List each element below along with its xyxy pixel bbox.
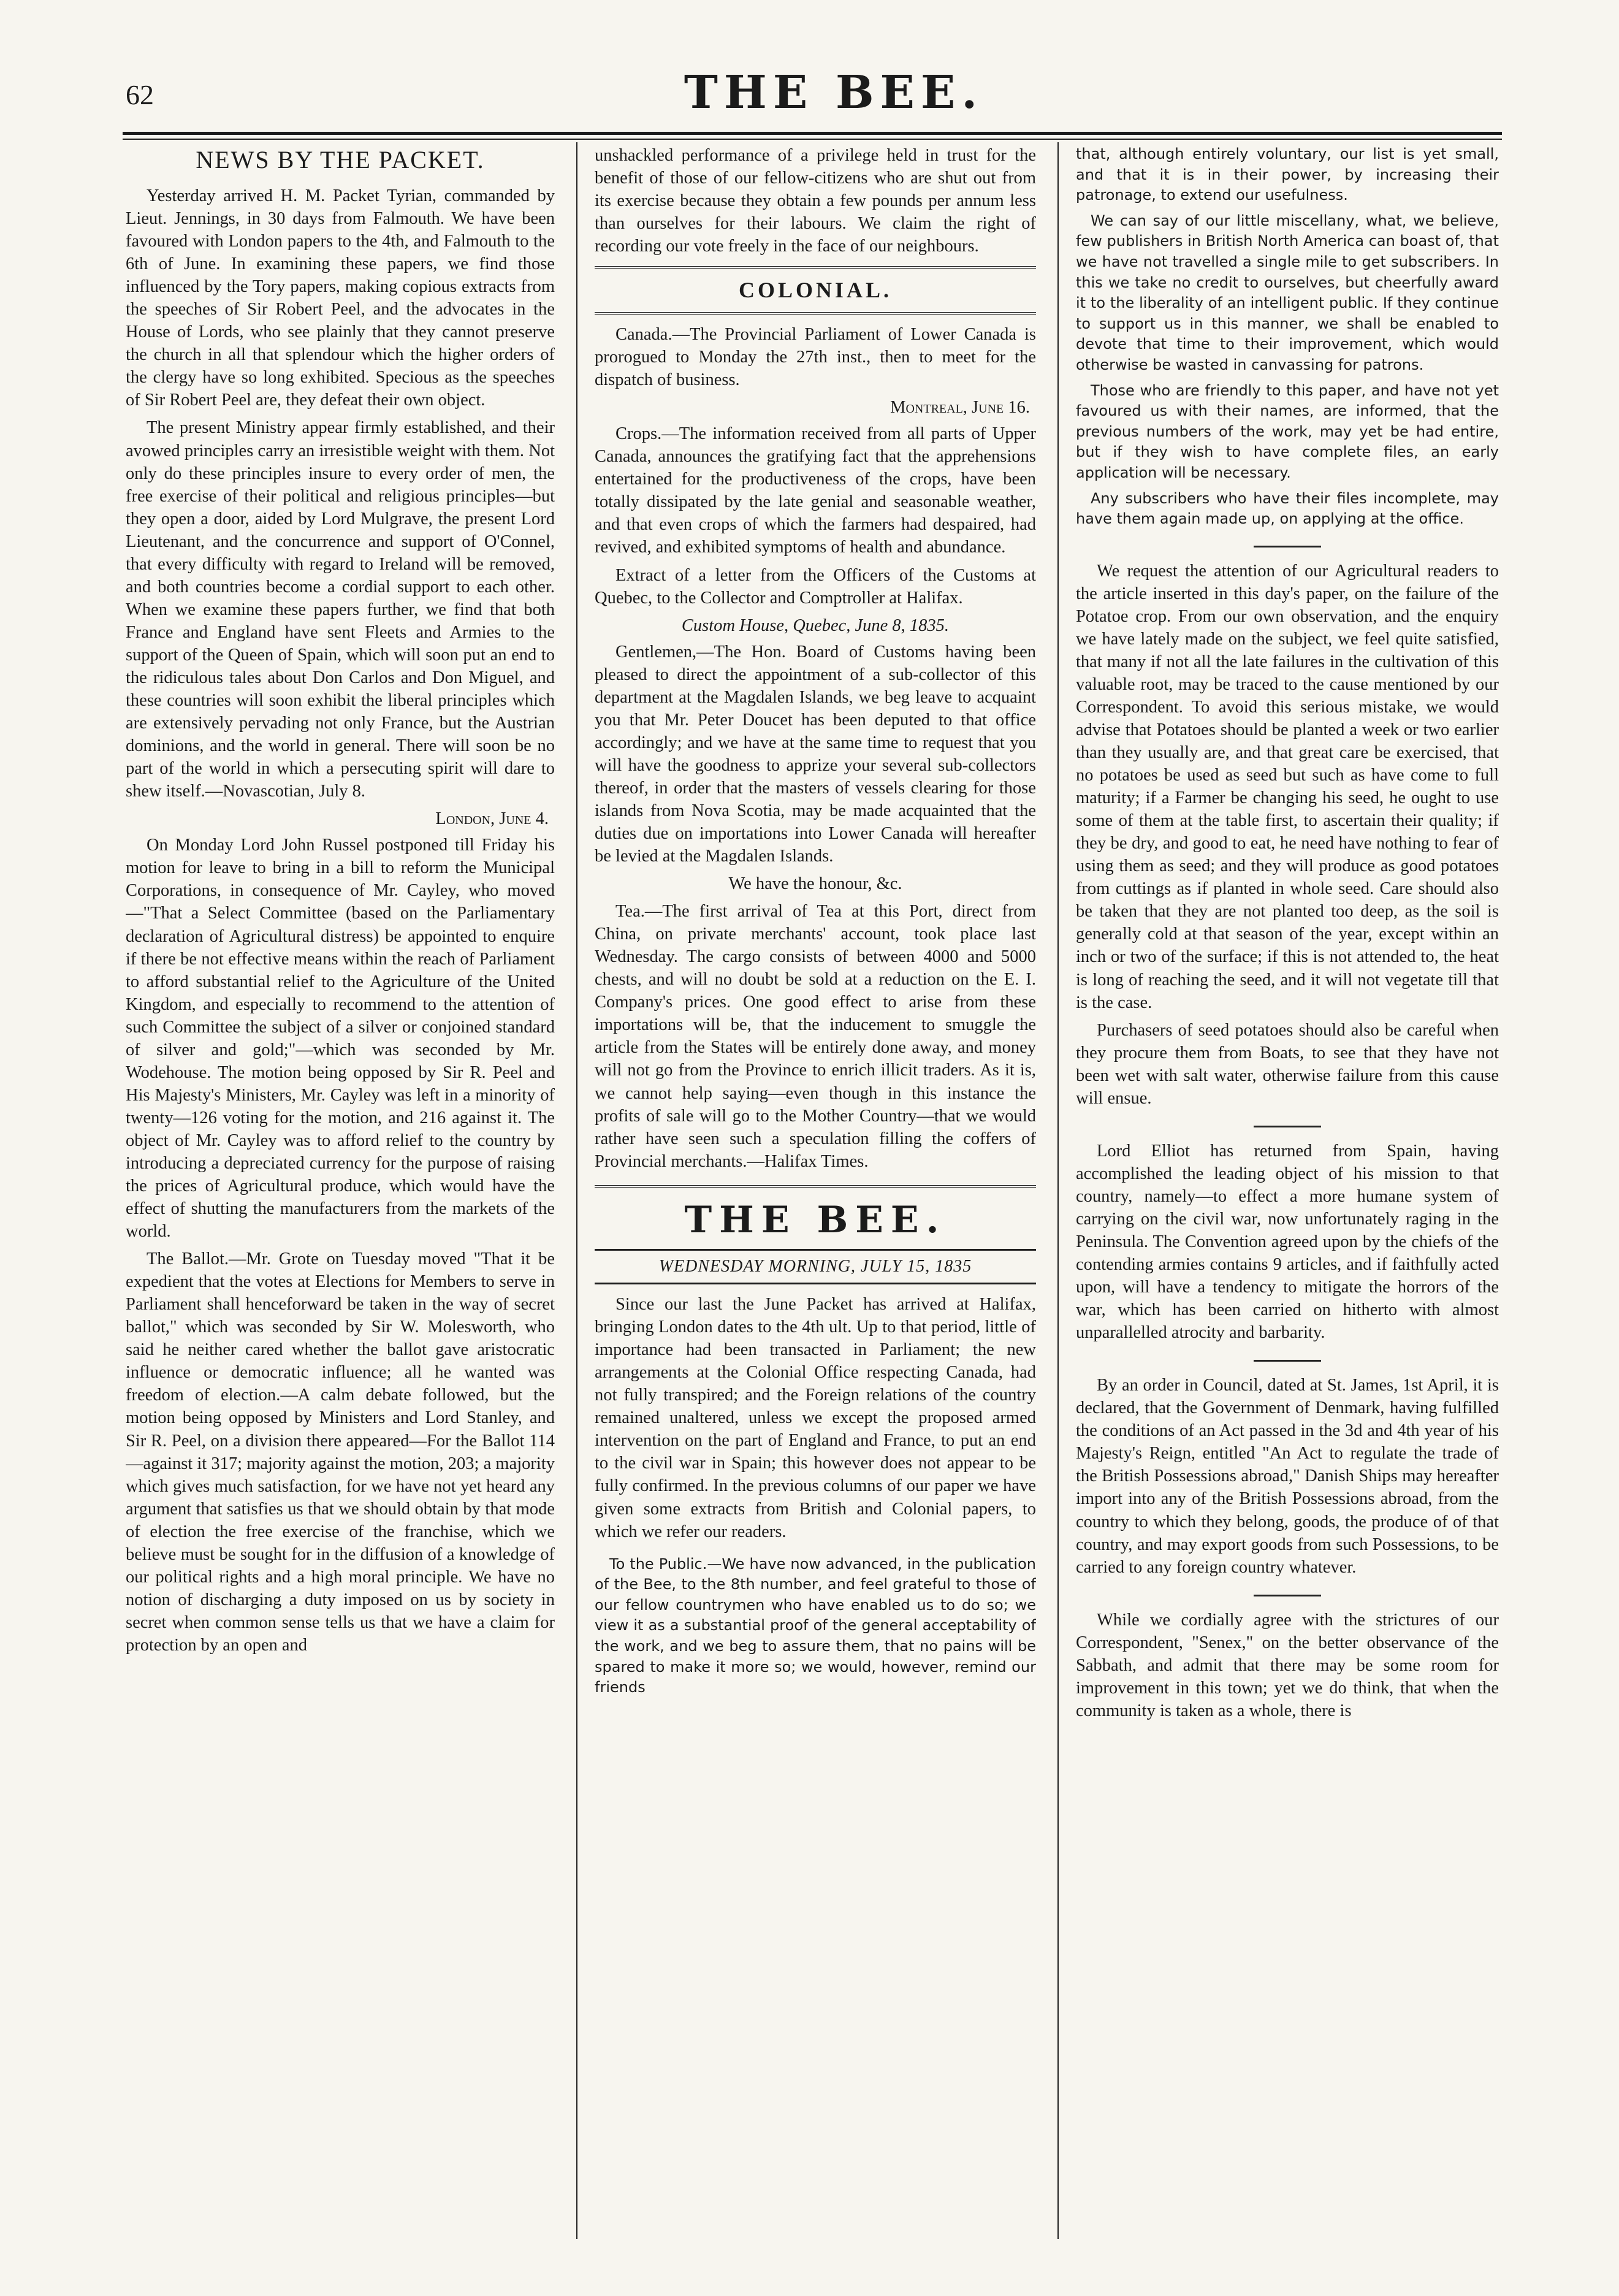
article-paragraph: Purchasers of seed potatoes should also be careful when they procure them from Boats, to see that they have not been wet with salt water, otherwise failure from this cause will ensue. (1076, 1020, 1499, 1108)
article-paragraph: Yesterday arrived H. M. Packet Tyrian, commanded by Lieut. Jennings, in 30 days from Falmouth. We have been favoured with London papers to the 4th, and Falmouth to the 6th of June. In examining these papers, we find those influenced by the Tory papers, making copious extracts from the speeches of Sir Robert Peel, and the advocates in the House of Lords, who see plainly that they cannot preserve the church in all that splendour which the higher orders of the clergy have so long exhibited. Specious as the speeches of Sir Robert Peel are, they defeat their own object. (126, 186, 555, 410)
notice-paragraph: that, although entirely voluntary, our list is yet small, and that it is in their power, by increasing their patronage, to extend our usefulness. (1076, 145, 1499, 204)
article-paragraph: Gentlemen,—The Hon. Board of Customs having been pleased to direct the appointment of a sub-collector of this department at the Magdalen Islands, we beg leave to acquaint you that Mr. Peter Doucet has been deputed to that office accordingly; and we have at the same time to request that you will have the goodness to apprize your several sub-collectors thereof, in order that the masters of vessels clearing for those islands from Nova Scotia, may be made acquainted that the duties due on importations into Lower Canada will hereafter be levied at the Magdalen Islands. (595, 642, 1036, 866)
dateline: Montreal, June 16. (890, 398, 1030, 418)
header-rule-thin (123, 139, 1502, 140)
article-paragraph: Since our last the June Packet has arrived at Halifax, bringing London dates to the 4th ult. Up to that period, little of importance had been transacted in Parliament; the new arrangements at the Colonial Office respecting Canada, had not fully transpired; and the Foreign relations of the country remained unaltered, unless we except the proposed armed intervention on the part of England and France, to put an end to the civil war in Spain; this however does not appear to be fully confirmed. In the previous columns of our paper we have given some extracts from British and Colonial papers, to which we refer our readers. (595, 1295, 1036, 1541)
article-paragraph: The present Ministry appear firmly established, and their avowed principles carry an irresistible weight with them. Not only do these principles insure to every order of men, the free exercise of their political and religious principles—but they open a door, aided by Lord Mulgrave, the present Lord Lieutenant, and the concurrence and support of O'Connel, that every difficulty with regard to Ireland will be removed, and both countries become a cordial support to each other. When we examine these papers further, we find that both France and England have sent Fleets and Armies to the support of the Queen of Spain, which will soon put an end to the ridiculous tales about Don Carlos and Don Miguel, and these countries will soon exhibit the liberal principles which are extensively pervading not only France, but the Austrian dominions, and the world in general. There will soon be no part of the world in which a persecuting spirit will dare to shew itself.—Novascotian, July 8. (126, 418, 555, 801)
article-paragraph: Lord Elliot has returned from Spain, having accomplished the leading object of his mission to that country, namely—to effect a more humane system of carrying on the civil war, now unfortunately raging in the Peninsula. The Convention agreed upon by the chiefs of the contending armies contains 9 articles, and if faithfully acted upon, will have a tendency to mitigate the horrors of the war, which has been carried on hitherto with almost unparallelled atrocity and barbarity. (1076, 1141, 1499, 1343)
column-divider-2 (1057, 142, 1059, 2239)
colonial-heading: COLONIAL. (595, 266, 1036, 315)
header-rule (123, 132, 1502, 135)
dateline: Custom House, Quebec, June 8, 1835. (681, 616, 950, 635)
news-heading: NEWS BY THE PACKET. (196, 146, 485, 174)
section-divider (1254, 546, 1321, 547)
issue-date: WEDNESDAY MORNING, JULY 15, 1835 (595, 1249, 1036, 1284)
section-divider (1254, 1595, 1321, 1596)
notice-block (595, 1554, 1036, 1698)
column-divider-1 (576, 142, 577, 2239)
notice-paragraph: Any subscribers who have their files incomplete, may have them again made up, on applying at the office. (1076, 489, 1499, 528)
article-paragraph: We request the attention of our Agricultural readers to the article inserted in this day's paper, on the failure of the Potatoe crop. From our own observation, and the enquiry we have lately made on the subject, we feel quite satisfied, that many if not all the late failures in the cultivation of this valuable root, may be traced to the cause mentioned by our Correspondent. To avoid this serious mistake, we would advise that Potatoes should be planted a week or two earlier than they usually are, and that great care be exercised, that no potatoes be used as seed but such as have come to full maturity; if a Farmer be changing his seed, he ought to use some of them at the table first, to ascertain their quality; if they be dry, and good to eat, he need have nothing to fear of using them as seed; and they will produce as good potatoes from cuttings as if planted in whole seed. Care should also be taken that they are not planted too deep, as the soil is generally cold at that season of the year, except within an inch or two of the surface; if this is not attended to, the heat is long of reaching the seed, and it will not vegetate till that is the case. (1076, 561, 1499, 1012)
page-number: 62 (126, 79, 154, 110)
section-divider (1254, 1360, 1321, 1362)
article-paragraph: On Monday Lord John Russel postponed till Friday his motion for leave to bring in a bill to reform the Municipal Corporations, in consequence of Mr. Cayley, who moved—"That a Select Committee (based on the Parliamentary declaration of Agricultural distress) be appointed to enquire if there be not effective means within the reach of Parliament to afford substantial relief to the Agriculture of the United Kingdom, and especially to recommend to the attention of such Committee the subject of a silver or conjoined standard of silver and gold;"—which was seconded by Mr. Wodehouse. The motion being opposed by Sir R. Peel and His Majesty's Ministers, Mr. Cayley was left in a minority of twenty—126 voting for the motion, and 216 against it. The object of Mr. Cayley was to afford relief to the country by introducing a depreciated currency for the purpose of raising the prices of Agricultural produce, which would have the effect of shutting the manufacturers from the markets of the world. (126, 836, 555, 1241)
notice-paragraph: Those who are friendly to this paper, and have not yet favoured us with their names, are informed, that the previous numbers of the work, may yet be had entire, but if they wish to have complete files, an early application will be necessary. (1076, 381, 1499, 481)
article-paragraph: Tea.—The first arrival of Tea at this Port, direct from China, on private merchants' account, took place last Wednesday. The cargo consists of between 4000 and 5000 chests, and will no doubt be sold at a reduction on the E. I. Company's prices. One good effect to arise from these importations will be, that the inducement to smuggle the article from the States will be entirely done away, and money will not go from the Province to enrich illicit traders. As it is, we cannot help saying—even though in this instance the profits of sale will go to the Mother Country—that we would rather have seen such a speculation filling the coffers of Provincial merchants.—Halifax Times. (595, 902, 1036, 1171)
article-paragraph: Canada.—The Provincial Parliament of Lower Canada is prorogued to Monday the 27th inst., then to meet for the dispatch of business. (595, 325, 1036, 390)
editorial-masthead: THE BEE. (595, 1185, 1036, 1249)
article-paragraph: By an order in Council, dated at St. James, 1st April, it is declared, that the Government of Denmark, having fulfilled the conditions of an Act passed in the 3d and 4th year of his Majesty's Reign, entitled "An Act to regulate the trade of the British Possessions abroad," Danish Ships may hereafter import into any of the British Possessions abroad, from the country to which they belong, goods, the produce of of that country, and may export goods from such Possessions, to be carried to any foreign country whatever. (1076, 1376, 1499, 1577)
article-paragraph: Extract of a letter from the Officers of the Customs at Quebec, to the Collector and Comptroller at Halifax. (595, 565, 1036, 608)
article-paragraph: While we cordially agree with the strictures of our Correspondent, "Senex," on the better observance of the Sabbath, and admit that there may be some room for improvement in this town; yet we do think, that when the community is taken as a whole, there is (1076, 1610, 1499, 1720)
signature-line: We have the honour, &c. (728, 874, 902, 894)
column-2 (595, 144, 1036, 2241)
column-3 (1076, 144, 1499, 2241)
column-1 (126, 144, 555, 2241)
article-paragraph: unshackled performance of a privilege held in trust for the benefit of those of our fellow-citizens who are shut out from its exercise because they obtain a few pounds per annum less than ourselves for their labours. We claim the right of recording our vote freely in the face of our neighbours. (595, 146, 1036, 256)
masthead: THE BEE. (684, 66, 984, 119)
dateline: London, June 4. (435, 809, 549, 829)
notice-block (1076, 144, 1499, 530)
section-divider (1254, 1126, 1321, 1127)
article-paragraph: Crops.—The information received from all parts of Upper Canada, announces the gratifying fact that the apprehensions entertained for the productiveness of the crops, have been totally dissipated by the late genial and seasonable weather, and that even crops of which the farmers had despaired, had revived, and exhibited symptoms of health and abundance. (595, 424, 1036, 557)
notice-paragraph: We can say of our little miscellany, what, we believe, few publishers in British North America can boast of, that we have not travelled a single mile to get subscribers. In this we take no credit to ourselves, but cheerfully award it to the liberality of an intelligent public. If they continue to support us in this manner, we shall be enabled to devote that time to their improvement, which would otherwise be wasted in canvassing for patrons. (1076, 212, 1499, 373)
notice-paragraph: To the Public.—We have now advanced, in the publication of the Bee, to the 8th number, and feel grateful to those of our fellow countrymen who have enabled us to do so; we view it as a substantial proof of the general acceptability of the work, and we beg to assure them, that no pains will be spared to make it more so; we would, however, remind our friends (595, 1555, 1036, 1696)
article-paragraph: The Ballot.—Mr. Grote on Tuesday moved "That it be expedient that the votes at Elections for Members to serve in Parliament shall henceforward be taken in the way of secret ballot," which was seconded by Sir W. Molesworth, who said he neither cared whether the ballot gave aristocratic influence or democratic influence; all he wanted was freedom of election.—A calm debate followed, but the motion being opposed by Ministers and Lord Stanley, and Sir R. Peel, on a division there appeared—For the Ballot 114—against it 317; majority against the motion, 203; a majority which gives much satisfaction, for we have not yet heard any argument that satisfies us that we should obtain by that mode of election the free exercise of the franchise, which we believe must be sought for in the diffusion of a knowledge of our political rights and a high moral principle. We have no notion of discharging a duty imposed on us by society in secret when common sense tells us that we have a claim for protection by an open and (126, 1249, 555, 1655)
